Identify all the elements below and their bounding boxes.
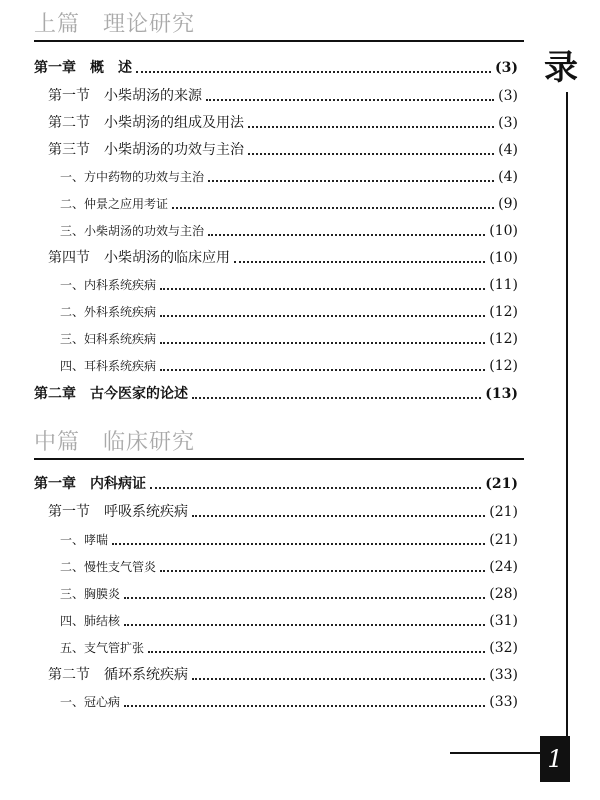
toc-entry-page: (21) bbox=[489, 532, 518, 548]
toc-entry-title: 第二节 循环系统疾病 bbox=[48, 667, 188, 683]
toc-entry-page: (3) bbox=[498, 115, 518, 131]
toc-entry-title: 五、支气管扩张 bbox=[60, 641, 145, 655]
toc-entry-item[interactable] bbox=[60, 557, 518, 577]
toc-entry-title: 一、哮喘 bbox=[60, 533, 109, 547]
dot-leader bbox=[136, 51, 491, 73]
toc-entry-title: 第一节 小柴胡汤的来源 bbox=[48, 88, 202, 104]
dot-leader bbox=[192, 658, 485, 680]
toc-entry-item[interactable] bbox=[60, 302, 518, 322]
dot-leader bbox=[206, 79, 494, 101]
toc-entry-item[interactable] bbox=[60, 194, 518, 214]
toc-entry-title: 第二章 古今医家的论述 bbox=[34, 386, 188, 402]
dot-leader bbox=[160, 349, 485, 371]
toc-entry-chapter[interactable] bbox=[34, 384, 518, 404]
toc-entry-item[interactable] bbox=[60, 221, 518, 241]
side-label: 录 bbox=[544, 48, 578, 88]
dot-leader bbox=[248, 106, 494, 128]
toc-entry-title: 四、耳科系统疾病 bbox=[60, 359, 157, 373]
toc-entry-section[interactable] bbox=[48, 113, 518, 133]
dot-leader bbox=[160, 322, 485, 344]
toc-entry-page: (12) bbox=[489, 358, 518, 374]
part-header-b bbox=[34, 422, 524, 460]
dot-leader bbox=[150, 467, 481, 489]
toc-entry-item[interactable] bbox=[60, 692, 518, 712]
dot-leader bbox=[192, 495, 485, 517]
toc-entry-title: 三、胸膜炎 bbox=[60, 587, 121, 601]
toc-entry-item[interactable] bbox=[60, 638, 518, 658]
toc-entry-page: (31) bbox=[489, 613, 518, 629]
toc-entry-section[interactable] bbox=[48, 665, 518, 685]
toc-entry-item[interactable] bbox=[60, 611, 518, 631]
toc-entry-section[interactable] bbox=[48, 140, 518, 160]
toc-entry-title: 二、慢性支气管炎 bbox=[60, 560, 157, 574]
toc-entry-chapter[interactable] bbox=[34, 474, 518, 494]
toc-entry-page: (13) bbox=[485, 386, 518, 402]
toc-entry-item[interactable] bbox=[60, 356, 518, 376]
toc-entry-item[interactable] bbox=[60, 584, 518, 604]
toc-entry-page: (9) bbox=[498, 196, 518, 212]
dot-leader bbox=[148, 631, 485, 653]
toc-entry-page: (4) bbox=[498, 169, 518, 185]
toc-entry-title: 第一节 呼吸系统疾病 bbox=[48, 504, 188, 520]
dot-leader bbox=[124, 577, 485, 599]
bottom-rule bbox=[450, 752, 540, 754]
side-rule bbox=[566, 92, 568, 750]
toc-entry-item[interactable] bbox=[60, 329, 518, 349]
toc-entry-page: (10) bbox=[489, 223, 518, 239]
toc-entry-page: (10) bbox=[489, 250, 518, 266]
toc-entry-page: (4) bbox=[498, 142, 518, 158]
toc-entry-page: (33) bbox=[489, 667, 518, 683]
toc-entry-page: (33) bbox=[489, 694, 518, 710]
toc-entry-item[interactable] bbox=[60, 167, 518, 187]
part-title-a: 上篇 理论研究 bbox=[34, 12, 196, 37]
toc-entry-section[interactable] bbox=[48, 248, 518, 268]
toc-entry-title: 二、仲景之应用考证 bbox=[60, 197, 169, 211]
toc-entry-page: (21) bbox=[485, 476, 518, 492]
toc-entry-page: (24) bbox=[489, 559, 518, 575]
toc-entry-title: 一、方中药物的功效与主治 bbox=[60, 170, 205, 184]
part-title-b: 中篇 临床研究 bbox=[34, 430, 196, 455]
toc-entry-title: 四、肺结核 bbox=[60, 614, 121, 628]
toc-entry-item[interactable] bbox=[60, 275, 518, 295]
dot-leader bbox=[112, 523, 485, 545]
dot-leader bbox=[208, 160, 494, 182]
toc-entry-page: (12) bbox=[489, 304, 518, 320]
toc-entry-title: 二、外科系统疾病 bbox=[60, 305, 157, 319]
dot-leader bbox=[208, 214, 485, 236]
toc-entry-page: (3) bbox=[498, 88, 518, 104]
toc-entry-section[interactable] bbox=[48, 86, 518, 106]
toc-entry-page: (3) bbox=[495, 60, 518, 76]
toc-entry-title: 第一章 内科病证 bbox=[34, 476, 146, 492]
toc-entry-title: 一、冠心病 bbox=[60, 695, 121, 709]
toc-entry-title: 一、内科系统疾病 bbox=[60, 278, 157, 292]
dot-leader bbox=[160, 268, 485, 290]
dot-leader bbox=[248, 133, 494, 155]
page-number: 1 bbox=[540, 736, 570, 782]
toc-entry-title: 第三节 小柴胡汤的功效与主治 bbox=[48, 142, 244, 158]
dot-leader bbox=[172, 187, 494, 209]
toc-entry-page: (21) bbox=[489, 504, 518, 520]
toc-entry-title: 三、妇科系统疾病 bbox=[60, 332, 157, 346]
toc-entry-chapter[interactable] bbox=[34, 58, 518, 78]
toc-entry-title: 三、小柴胡汤的功效与主治 bbox=[60, 224, 205, 238]
toc-entry-page: (11) bbox=[489, 277, 518, 293]
part-header-a bbox=[34, 4, 524, 42]
toc-entry-title: 第四节 小柴胡汤的临床应用 bbox=[48, 250, 230, 266]
toc-entry-section[interactable] bbox=[48, 502, 518, 522]
dot-leader bbox=[124, 604, 485, 626]
dot-leader bbox=[234, 241, 485, 263]
dot-leader bbox=[160, 295, 485, 317]
toc-entry-title: 第二节 小柴胡汤的组成及用法 bbox=[48, 115, 244, 131]
toc-entry-page: (12) bbox=[489, 331, 518, 347]
toc-entry-page: (32) bbox=[489, 640, 518, 656]
dot-leader bbox=[124, 685, 485, 707]
toc-entry-item[interactable] bbox=[60, 530, 518, 550]
toc-entry-page: (28) bbox=[489, 586, 518, 602]
dot-leader bbox=[160, 550, 485, 572]
toc-entry-title: 第一章 概 述 bbox=[34, 60, 132, 76]
dot-leader bbox=[192, 377, 481, 399]
